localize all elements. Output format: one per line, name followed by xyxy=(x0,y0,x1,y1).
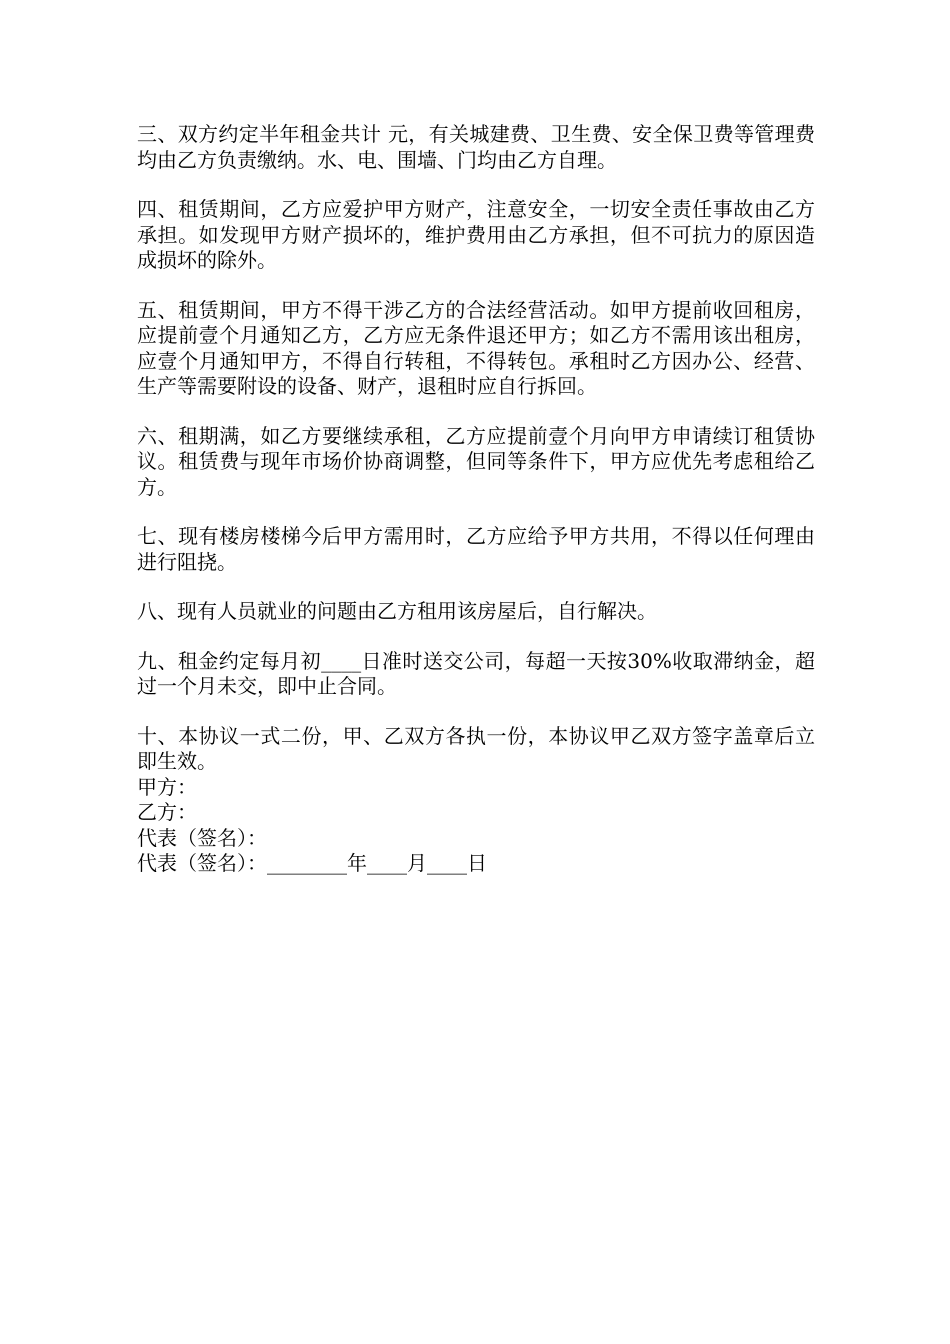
clause-9: 九、租金约定每月初____日准时送交公司，每超一天按30%收取滞纳金，超过一个月未交，即中止合同。 xyxy=(137,648,815,698)
clause-5: 五、租赁期间，甲方不得干涉乙方的合法经营活动。如甲方提前收回租房，应提前壹个月通知乙方，乙方应无条件退还甲方；如乙方不需用该出租房，应壹个月通知甲方，不得自行转租，不得转包。承租时乙方因办公、经营、生产等需要附设的设备、财产，退租时应自行拆回。 xyxy=(137,297,815,398)
contract-body xyxy=(137,122,815,877)
party-b-label: 乙方： xyxy=(137,800,197,824)
representative-signature-line: 代表（签名）： xyxy=(137,825,267,850)
clause-7: 七、现有楼房楼梯今后甲方需用时，乙方应给予甲方共用，不得以任何理由进行阻挠。 xyxy=(137,524,815,574)
clause-4: 四、租赁期间，乙方应爱护甲方财产，注意安全，一切安全责任事故由乙方承担。如发现甲方财产损坏的，维护费用由乙方承担，但不可抗力的原因造成损坏的除外。 xyxy=(137,197,815,272)
clause-3: 三、双方约定半年租金共计 元，有关城建费、卫生费、安全保卫费等管理费均由乙方负责缴纳。水、电、围墙、门均由乙方自理。 xyxy=(137,122,815,172)
clause-10: 十、本协议一式二份，甲、乙双方各执一份，本协议甲乙双方签字盖章后立即生效。 xyxy=(137,723,815,773)
clause-6: 六、租期满，如乙方要继续承租，乙方应提前壹个月向甲方申请续订租赁协议。租赁费与现年市场价协商调整，但同等条件下，甲方应优先考虑租给乙方。 xyxy=(137,423,815,499)
signature-block xyxy=(137,775,815,877)
clause-8: 八、现有人员就业的问题由乙方租用该房屋后，自行解决。 xyxy=(137,599,657,623)
representative-signature-date-line: 代表（签名）：________年____月____日 xyxy=(137,851,487,875)
party-a-label: 甲方： xyxy=(137,774,197,799)
